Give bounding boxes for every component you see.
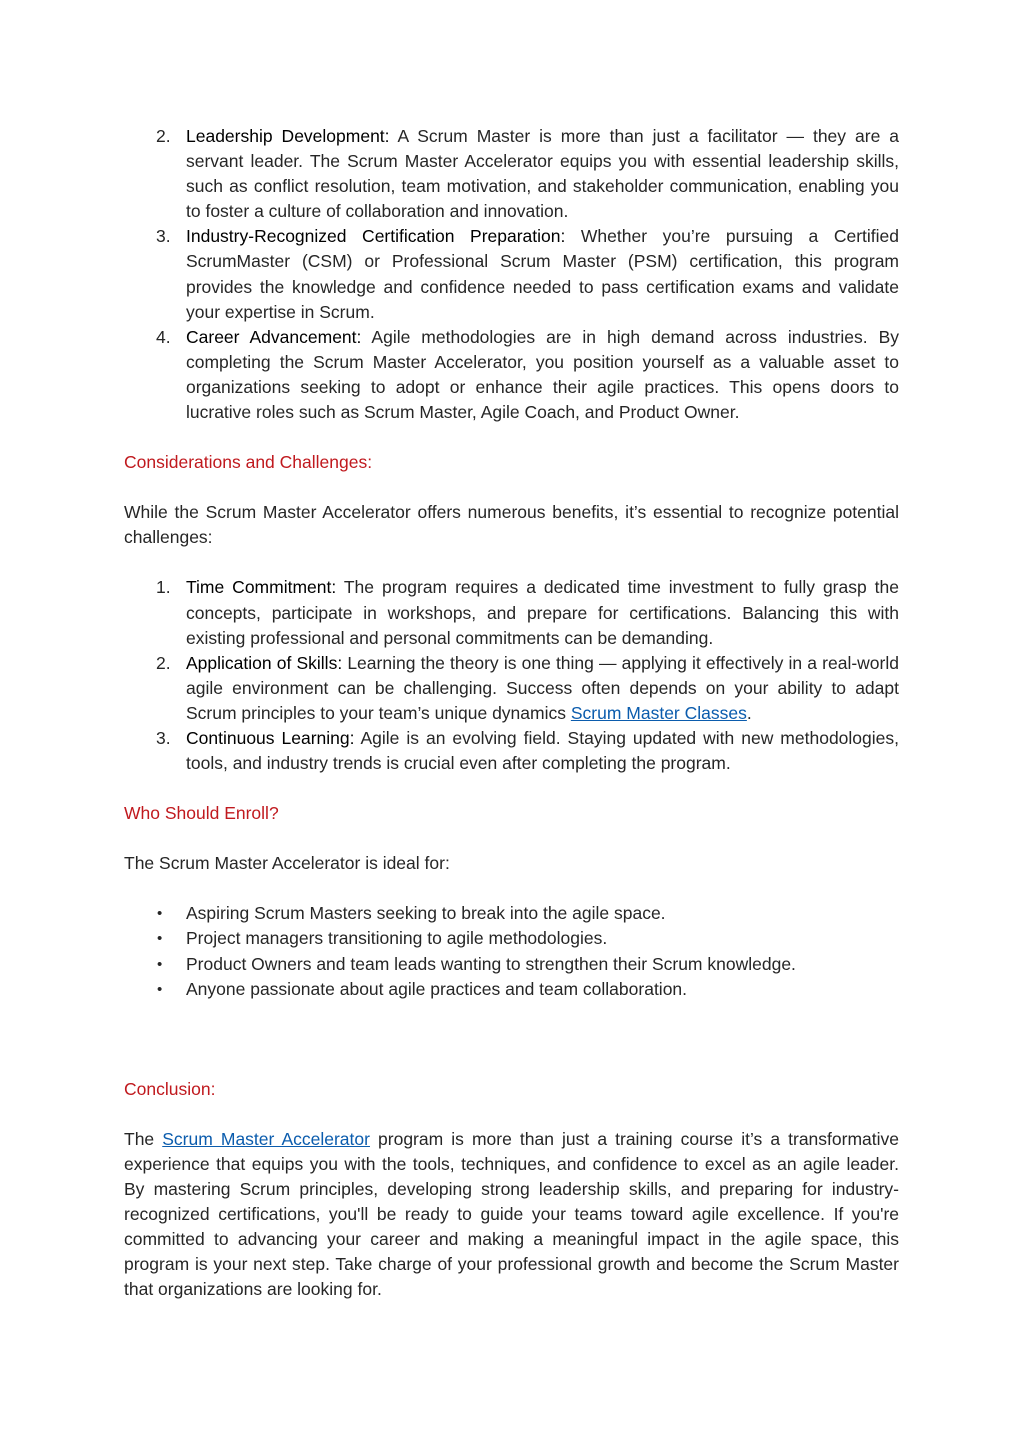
item-text: Project managers transitioning to agile methodologies.: [186, 928, 608, 949]
conclusion-paragraph: [124, 1127, 899, 1303]
enroll-intro: The Scrum Master Accelerator is ideal for:: [124, 853, 450, 874]
item-text: Aspiring Scrum Masters seeking to break into the agile space.: [186, 903, 666, 924]
item-text: Agile is an evolving field. Staying updated with new methodologies, tools, and industry trends is crucial even after completing the program.: [186, 727, 899, 774]
list-item: [124, 977, 899, 1002]
list-item: [124, 952, 899, 977]
item-lead: Continuous Learning:: [186, 727, 355, 748]
conclusion-heading: Conclusion:: [124, 1078, 216, 1099]
conclusion-prefix: The: [124, 1128, 163, 1149]
bullet-icon: •: [157, 930, 163, 948]
item-text: Anyone passionate about agile practices and team collaboration.: [186, 978, 688, 999]
list-item: [124, 651, 899, 726]
list-item: [124, 575, 899, 650]
enroll-heading: Who Should Enroll?: [124, 803, 279, 824]
item-text: Learning the theory is one thing — applying it effectively in a real-world agile environment can be challenging. Success often depends on your ability to adapt Scrum principles to your team’s unique dynamics: [186, 652, 899, 723]
item-text-end: .: [746, 702, 752, 723]
bullet-icon: •: [157, 955, 163, 973]
item-text: Whether you’re pursuing a Certified ScrumMaster (CSM) or Professional Scrum Master (PSM) certification, this program provides the knowledge and confidence needed to pass certification exams and validate your expertise in Scrum.: [186, 226, 899, 322]
conclusion-text: program is more than just a training course it’s a transformative experience that equips you with the tools, techniques, and confidence to excel as an agile leader. By mastering Scrum principles, developing strong leadership skills, and preparing for industry-recognized certifications, you'll be ready to guide your teams toward agile excellence. If you're committed to advancing your career and making a meaningful impact in the agile space, this program is your next step. Take charge of your professional growth and become the Scrum Master that organizations are looking for.: [124, 1128, 900, 1300]
item-lead: Time Commitment:: [186, 577, 337, 598]
item-text: The program requires a dedicated time investment to fully grasp the concepts, participate in workshops, and prepare for certifications. Balancing this with existing professional and personal commitments can be demanding.: [186, 577, 899, 648]
list-number: 3.: [156, 226, 171, 247]
considerations-heading: Considerations and Challenges:: [124, 452, 373, 473]
considerations-intro: While the Scrum Master Accelerator offers numerous benefits, it’s essential to recognize potential challenges:: [124, 502, 899, 548]
item-text: Agile methodologies are in high demand across industries. By completing the Scrum Master Accelerator, you position yourself as a valuable asset to organizations seeking to adopt or enhance their agile practices. This opens doors to lucrative roles such as Scrum Master, Agile Coach, and Product Owner.: [186, 326, 899, 423]
document-page: [124, 124, 899, 1302]
item-lead: Application of Skills:: [186, 652, 343, 673]
considerations-list: [124, 575, 899, 776]
list-number: 2.: [156, 652, 171, 673]
item-text: Product Owners and team leads wanting to strengthen their Scrum knowledge.: [186, 953, 796, 974]
scrum-master-classes-link[interactable]: Scrum Master Classes: [570, 702, 747, 723]
list-item: [124, 325, 899, 425]
list-item: [124, 901, 899, 926]
scrum-master-accelerator-link[interactable]: Scrum Master Accelerator: [162, 1128, 370, 1149]
bullet-icon: •: [157, 980, 163, 998]
list-number: 4.: [156, 326, 171, 347]
list-number: 1.: [156, 577, 171, 598]
list-item: [124, 726, 899, 776]
list-item: [124, 926, 899, 951]
item-lead: Industry-Recognized Certification Preparation:: [186, 226, 566, 247]
enroll-list: [124, 901, 899, 1001]
list-number: 2.: [156, 126, 171, 146]
list-item: [124, 224, 899, 324]
item-lead: Career Advancement:: [186, 326, 362, 347]
item-text: A Scrum Master is more than just a facilitator — they are a servant leader. The Scrum Master Accelerator equips you with essential leadership skills, such as conflict resolution, team motivation, and stakeholder communication, enabling you to foster a culture of collaboration and innovation.: [186, 126, 899, 222]
item-lead: Leadership Development:: [186, 126, 390, 146]
list-number: 3.: [156, 727, 171, 748]
benefits-list: [124, 124, 899, 425]
list-item: [124, 124, 899, 224]
bullet-icon: •: [157, 905, 163, 923]
